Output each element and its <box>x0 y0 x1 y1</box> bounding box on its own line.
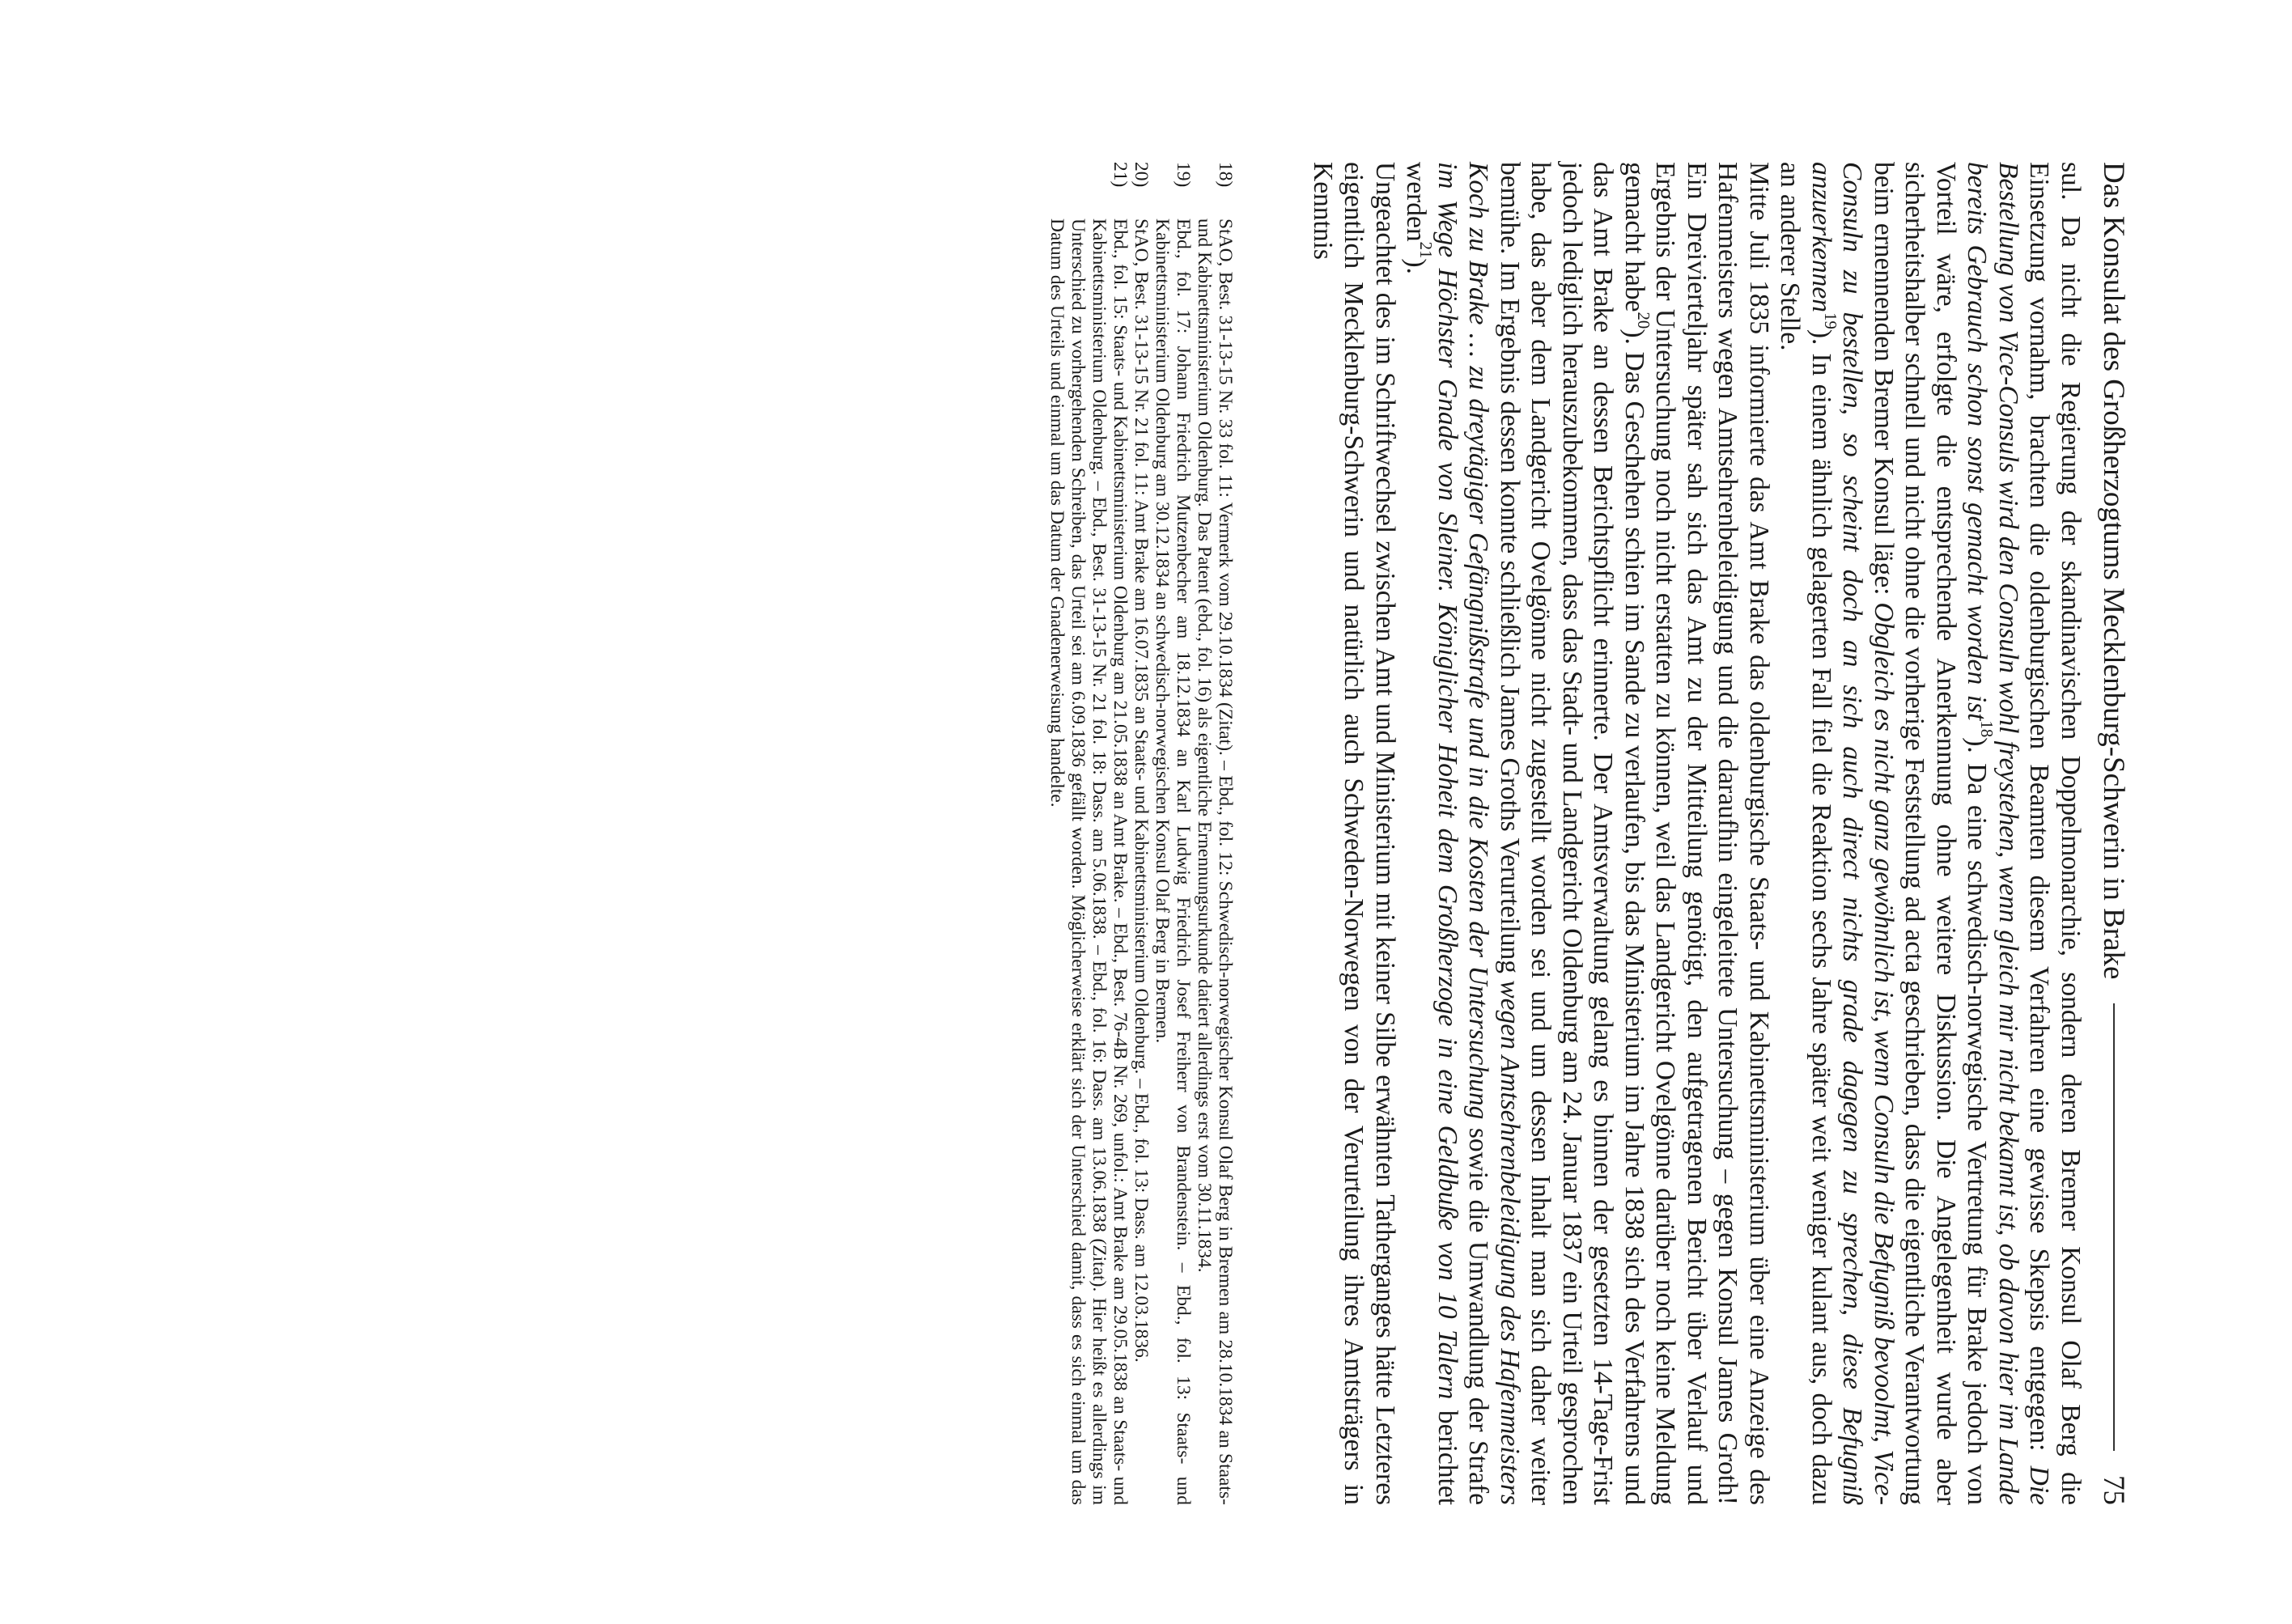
footnote-ref: 18 <box>1976 720 1996 738</box>
footnote-ref: 19 <box>1821 312 1840 329</box>
footnote-number: 20) <box>1131 162 1152 188</box>
footnote-ref: 21 <box>1416 241 1435 259</box>
paragraph-text: ). Da eine schwedisch-norwegische Vertretung für Brake jedoch von Vorteil wäre, erfolgte die entsprechende Anerkennung ohne weitere Diskussion. Die Angelegenheit wurde aber sicherheitshalber schnell und nicht ohne die vorherige Feststellung ad acta geschrieben, dass die eigentliche Verantwortung beim ernennenden Bremer Konsul läge: <box>1869 162 1993 1505</box>
paragraph-text: sul. Da nicht die Regierung der skandinavischen Doppelmonarchie, sondern deren Bremer Konsul Olaf Berg die Einsetzung vornahm, brachten die oldenburgischen Beamten diesem Verfahren eine gewisse Skepsis entgegen: <box>2024 162 2086 1505</box>
paragraph-text: sowie die Umwandlung der Strafe <box>1463 1119 1494 1505</box>
footnote <box>1131 162 1152 1505</box>
header-rule <box>2113 1003 2115 1451</box>
quote-text: wegen Amtsehrenbeleidigung des Hafenmeisters Koch zu Brake … zu dreytägiger Gefängnißstrafe und in die Kosten der Untersuchung <box>1463 162 1525 1505</box>
paragraph-text: ). Das Geschehen schien im Sande zu verlaufen, bis das Ministerium im Jahre 1838 sich des Verfahrens und das Amt Brake an dessen Berichtspflicht erinnerte. Der Amtsverwaltung gelang es binnen der gesetzten 14-Tage-Frist jedoch lediglich herauszubekommen, dass das Stadt- und Landgericht Oldenburg am 24. Januar 1837 ein Urteil gesprochen habe, das aber dem Landgericht Ovelgönne nicht zugestellt worden sei und um dessen Inhalt man sich daher weiter bemühe. Im Ergebnis dessen konnte schließlich James Groths Verurteilung <box>1495 162 1649 1506</box>
footnote-text: StAO, Best. 31-13-15 Nr. 21 fol. 11: Amt Brake am 16.07.1835 an Staats- und Kabinettsministerium Oldenburg. – Ebd., fol. 13: Dass. am 12.03.1836. <box>1131 218 1152 1363</box>
paragraph-text: berichtet werden <box>1401 162 1462 1506</box>
page-number: 75 <box>2097 1475 2131 1505</box>
footnotes <box>1046 162 1236 1505</box>
footnote <box>1046 162 1131 1505</box>
paragraph-text: Mitte Juli 1835 informierte das Amt Brake das oldenburgische Staats- und Kabinettsministerium über eine Anzeige des Hafenmeisters wegen Amtsehrenbeleidigung und die daraufhin eingeleitete Untersuchung – gegen Konsul James Groth! Ein Dreivierteljahr später sah sich das Amt zu der Mitteilung genötigt, den aufgetragenen Bericht über Verlauf und Ergebnis der Untersuchung noch nicht erstatten zu können, weil das Landgericht Ovelgönne darüber noch keine Meldung gemacht habe <box>1619 162 1774 1505</box>
footnote-text: StAO, Best. 31-13-15 Nr. 33 fol. 11: Vermerk vom 29.10.1834 (Zitat). – Ebd., fol. 12: Schwedisch-norwegischer Konsul Olaf Berg in Bremen am 28.10.1834 an Staats- und Kabinettsministerium Oldenburg. Das Patent (ebd., fol. 16) als eigentliche Ernennungsurkunde datiert allerdings erst vom 30.11.1834. <box>1194 218 1236 1505</box>
footnote-text: Ebd., fol. 15: Staats- und Kabinettsministerium Oldenburg am 21.05.1838 an Amt Brake. – Ebd., Best. 76-4B Nr. 269, unfol.: Amt Brake am 29.05.1838 an Staats- und Kabinettsministerium Oldenburg. – Ebd., Best. 31-13-15 Nr. 21 fol. 18: Dass. am 5.06.1838. – Ebd., fol. 16: Dass. am 13.06.1838 (Zitat). Hier heißt es allerdings im Unterschied zu vorhergehenden Schreiben, das Urteil sei am 6.09.1836 gefällt worden. Möglicherweise erklärt sich der Unterschied damit, dass es sich einmal um das Datum des Urteils und einmal um das Datum der Gnadenerweisung handelte. <box>1046 218 1131 1505</box>
footnote-number: 21) <box>1110 162 1131 188</box>
paragraph-text: ). <box>1401 258 1432 274</box>
body-paragraph <box>1774 162 2086 1505</box>
paragraph-text: Ungeachtet des im Schriftwechsel zwischen Amt und Ministerium mit keiner Silbe erwähnten Tatherganges hätte Letzteres eigentlich Mecklenburg-Schwerin und natürlich auch Schweden-Norwegen von der Verurteilung ihres Amtsträgers in Kenntnis <box>1308 162 1400 1505</box>
header-title: Das Konsulat des Großherzogtums Mecklenburg-Schwerin in Brake <box>2097 162 2131 980</box>
footnote <box>1194 162 1236 1505</box>
paragraph-text: ). In einem ähnlich gelagerten Fall fiel die Reaktion sechs Jahre später weit weniger kulant aus, doch dazu an anderer Stelle. <box>1775 162 1836 1505</box>
body-paragraph <box>1400 162 1774 1505</box>
quote-text: Obgleich es nicht ganz gewöhnlich ist, wenn Consuln die Befugniß bevoolmt, Vice-Consuln zu bestellen, so scheint doch an sich auch direct nichts grade dagegen zu sprechen, diese Befugniß anzuerkennen <box>1806 162 1899 1505</box>
footnote-number: 19) <box>1173 162 1194 188</box>
footnote-number: 18) <box>1215 162 1236 188</box>
quote-text: im Wege Höchster Gnade von Sleiner. Königlicher Hoheit dem Großherzoge in eine Geldbuße von 10 Talern <box>1432 162 1462 1400</box>
footnote-ref: 20 <box>1634 312 1653 329</box>
footnote <box>1152 162 1194 1505</box>
body-text <box>1307 162 2086 1505</box>
footnote-text: Ebd., fol. 17: Johann Friedrich Mutzenbecher am 18.12.1834 an Karl Ludwig Friedrich Josef Freiherr von Brandenstein. – Ebd., fol. 13: Staats- und Kabinettsministerium Oldenburg am 30.12.1834 an schwedisch-norwegischen Konsul Olaf Berg in Bremen. <box>1152 218 1194 1505</box>
running-header <box>2094 162 2134 1505</box>
quote-text: Die Bestellung von Vice-Consuls wird den Consuln wohl freystehen, wenn gleich mir nicht bekannt ist, ob davon hier im Lande bereits Gebrauch schon sonst gemacht worden ist <box>1962 162 2055 1505</box>
body-paragraph <box>1307 162 1401 1505</box>
